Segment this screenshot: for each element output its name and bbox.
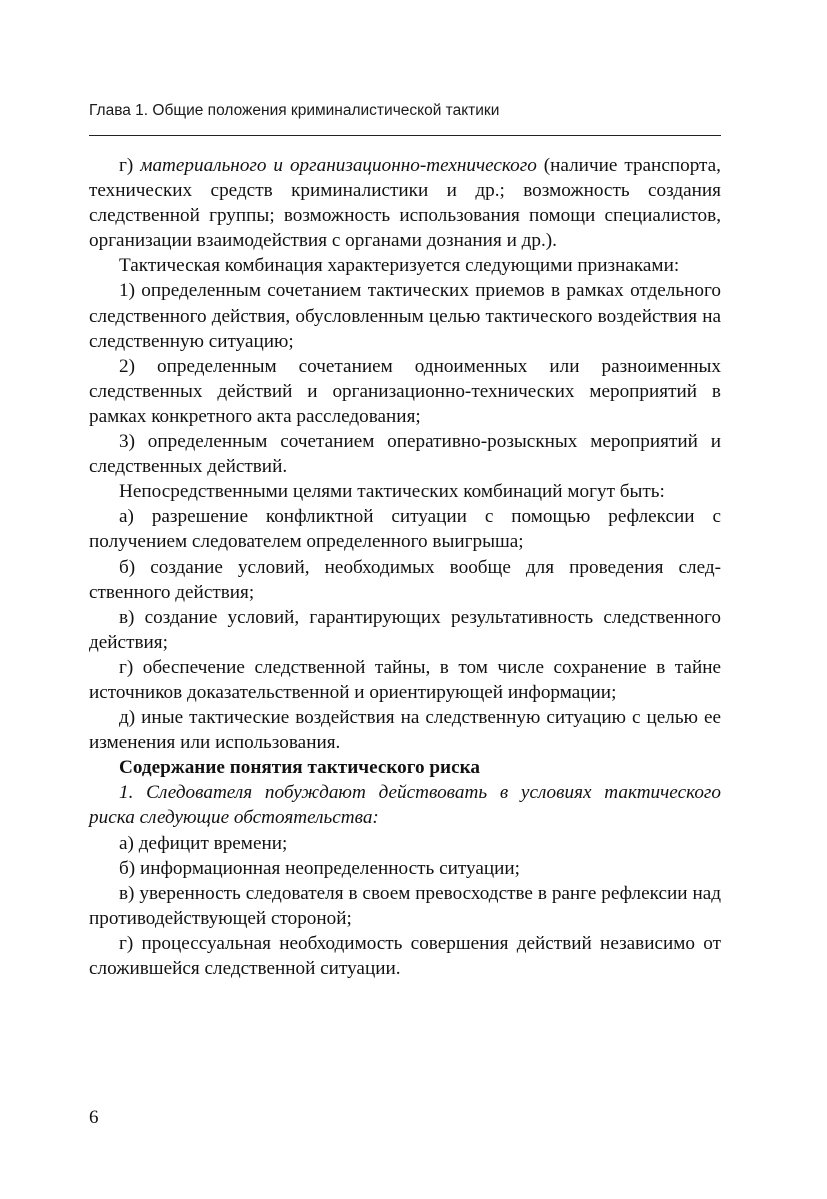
italic-paragraph: 1. Следователя побуждают действовать в условиях тактического риска следующие обстоятельства:: [89, 782, 721, 829]
emphasized-term: материального и организационно-технического: [140, 155, 537, 176]
list-item: б) информационная неопределенность ситуации;: [119, 857, 520, 879]
list-item: в) создание условий, гарантирующих результативность следственного действия;: [89, 606, 721, 653]
list-item: д) иные тактические воздействия на следственную ситуацию с целью ее изменения или использования.: [89, 707, 721, 754]
list-item: в) уверенность следователя в своем превосходстве в ранге рефлексии над противодействующей стороной;: [89, 882, 721, 929]
list-item: а) дефицит времени;: [119, 832, 288, 854]
paragraph: Непосредственными целями тактических комбинаций могут быть:: [119, 481, 665, 503]
list-item: а) разрешение конфликтной ситуации с помощью рефлексии с получением следователем определенного выигрыша;: [89, 506, 721, 553]
header-divider: [89, 135, 721, 136]
list-item: 3) определенным сочетанием оперативно-розыскных мероприятий и следственных действий.: [89, 431, 721, 478]
list-marker: г): [119, 155, 141, 176]
list-item: г) процессуальная необходимость совершения действий независимо от сложившейся следственной ситуации.: [89, 932, 721, 979]
section-subheading: Содержание понятия тактического риска: [119, 757, 480, 779]
list-item: б) создание условий, необходимых вообще для проведения следственного действия;: [89, 556, 721, 603]
list-item: 1) определенным сочетанием тактических приемов в рамках отдельного следственного действия, обусловленным целью тактического воздействия на следственную ситуацию;: [89, 280, 721, 352]
paragraph: [89, 153, 721, 253]
paragraph: Тактическая комбинация характеризуется следующими признаками:: [119, 255, 680, 277]
main-text: [89, 153, 721, 981]
page-number: 6: [89, 1107, 99, 1128]
list-item: 2) определенным сочетанием одноименных или разноименных следственных действий и организационно-технических мероприятий в рамках конкретного акта расследования;: [89, 355, 721, 427]
list-item: г) обеспечение следственной тайны, в том числе сохранение в тайне источников доказательственной и ориентирующей информации;: [89, 656, 721, 703]
running-head-title: Глава 1. Общие положения криминалистической тактики: [89, 102, 500, 119]
paragraph-text: (наличие транспорта, технических средств криминалистики и др.; возможность создания следственной группы; возможность использования помощи специалистов, организации взаимодействия с органами дознания и др.).: [89, 155, 721, 252]
